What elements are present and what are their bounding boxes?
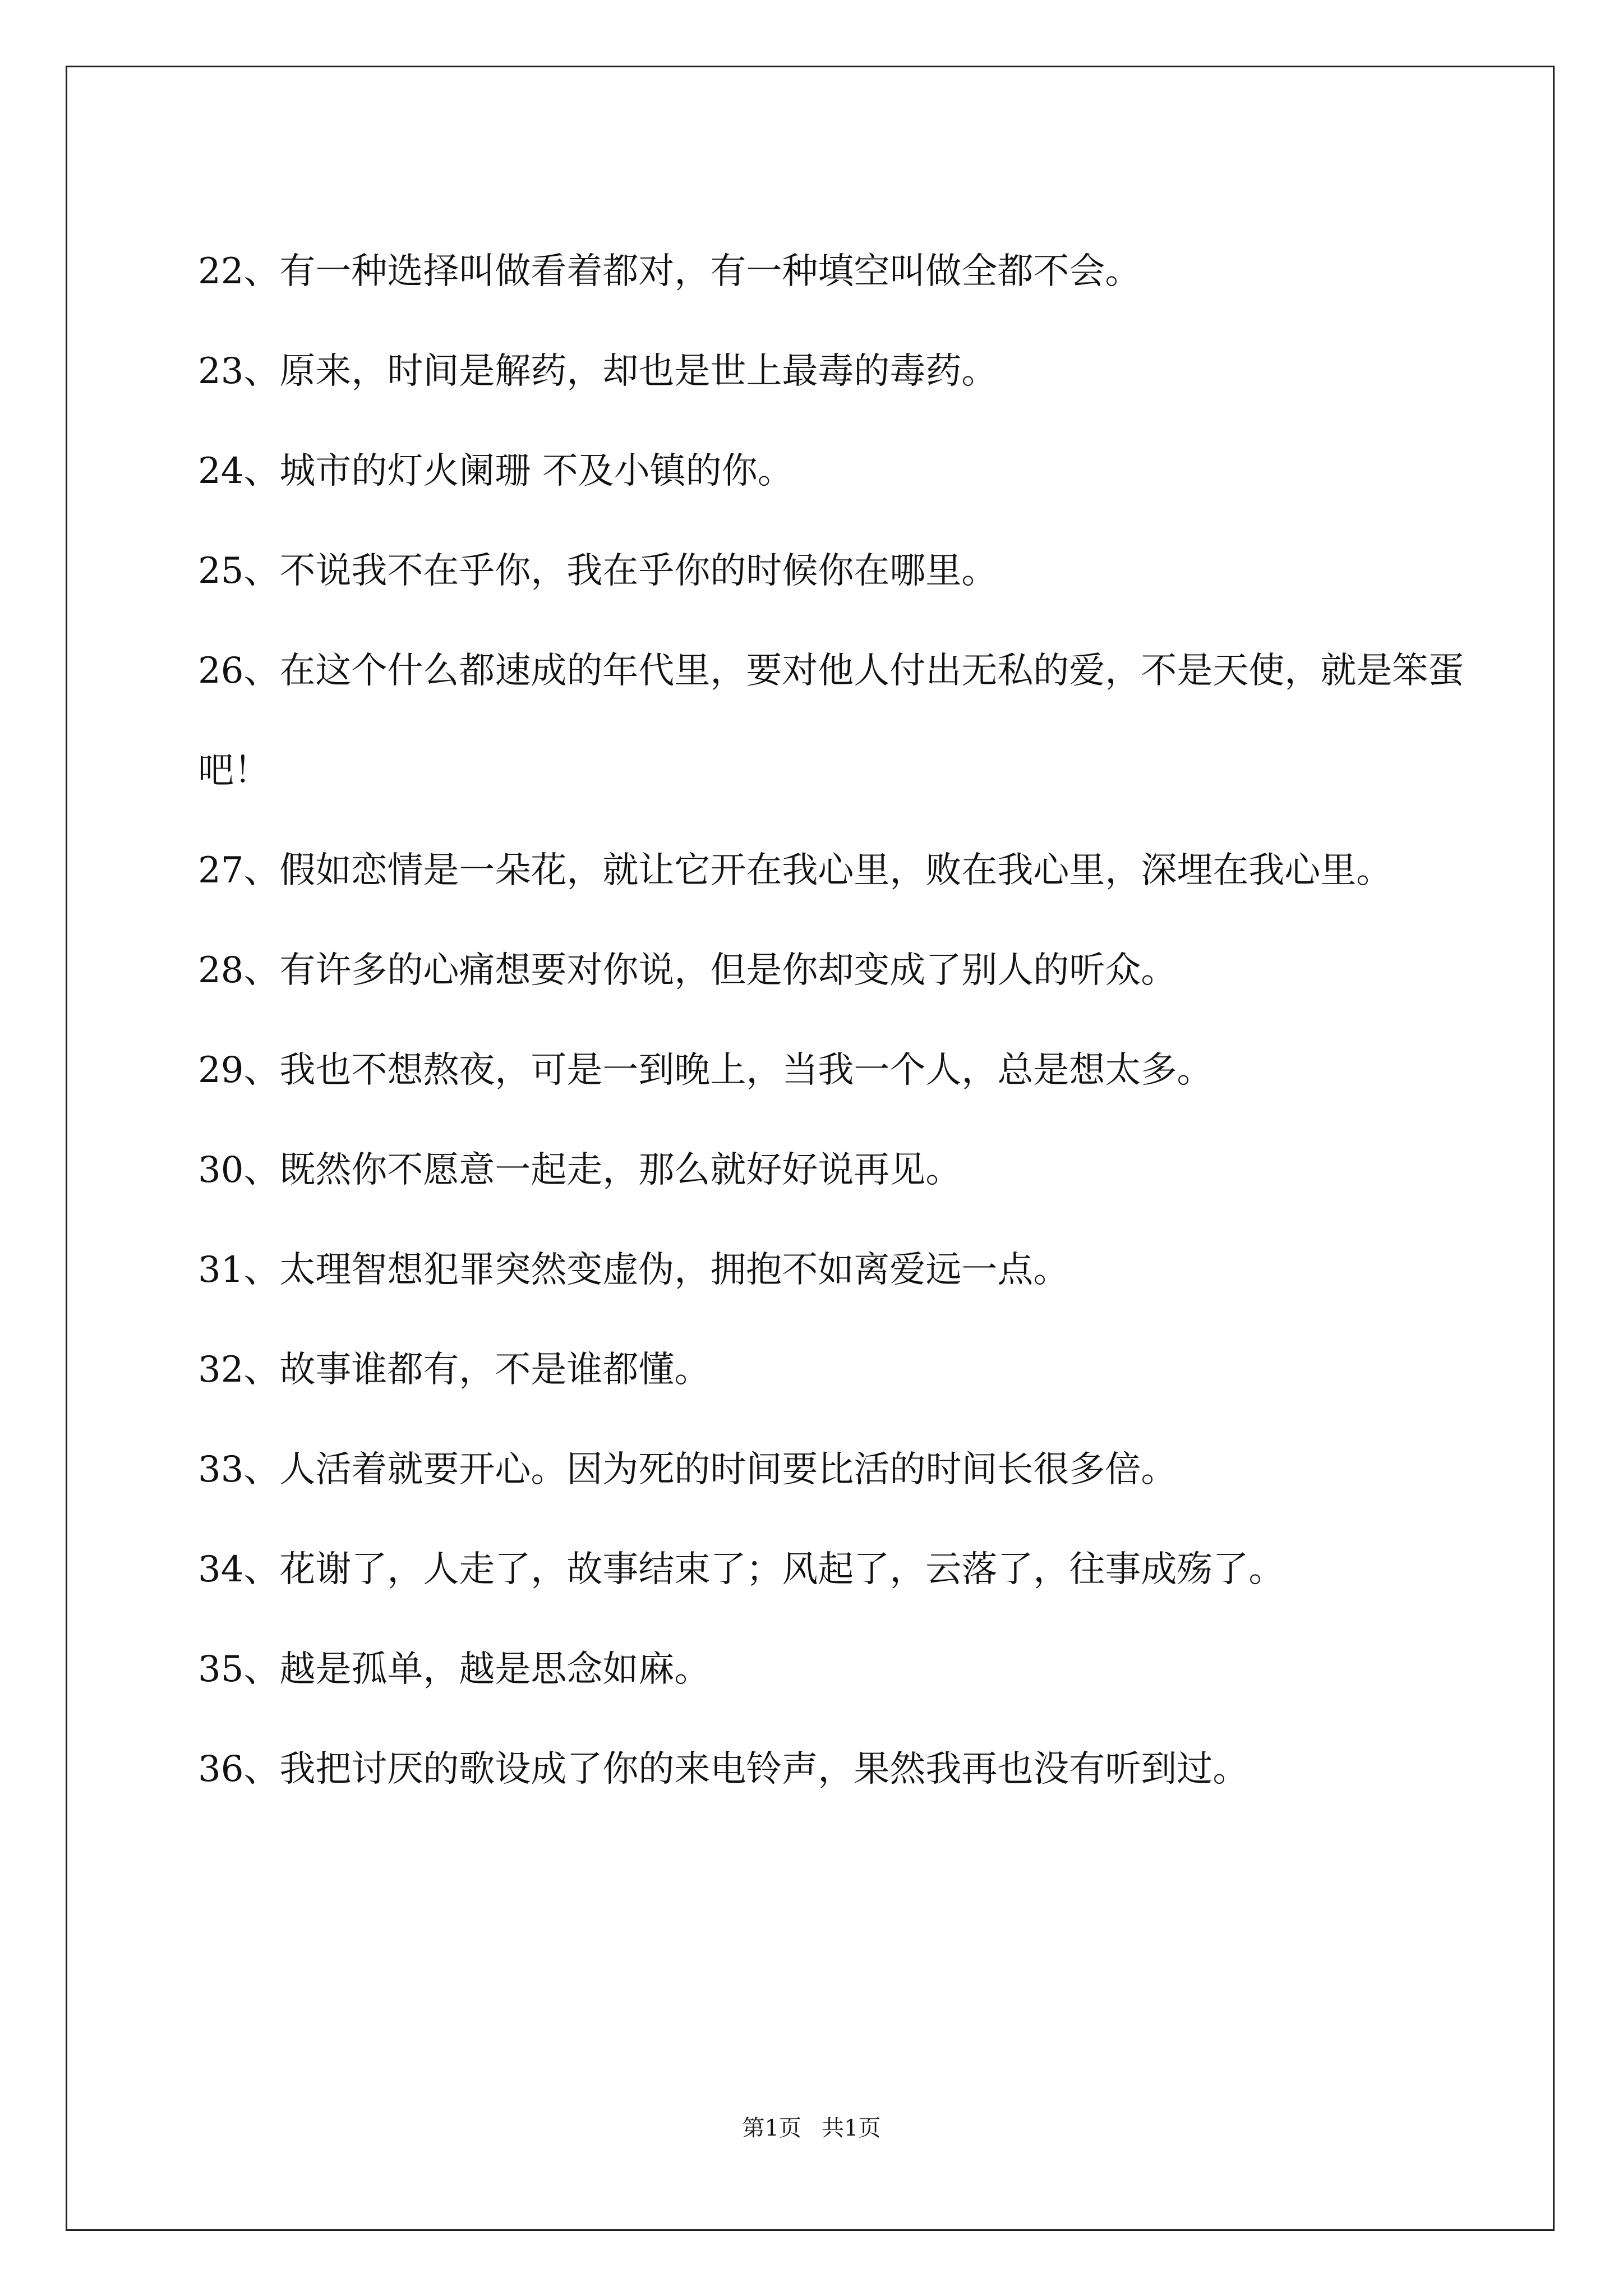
list-item: 36、我把讨厌的歌设成了你的来电铃声，果然我再也没有听到过。 [198,1749,1249,1790]
list-item: 33、人活着就要开心。因为死的时间要比活的时间长很多倍。 [198,1449,1177,1490]
list-item: 35、越是孤单，越是思念如麻。 [198,1649,711,1690]
list-item: 32、故事谁都有，不是谁都懂。 [198,1349,711,1391]
list-item: 26、在这个什么都速成的年代里，要对他人付出无私的爱，不是天使，就是笨蛋吧！ [198,650,1464,792]
list-item: 27、假如恋情是一朵花，就让它开在我心里，败在我心里，深埋在我心里。 [198,850,1393,891]
list-item: 28、有许多的心痛想要对你说，但是你却变成了别人的听众。 [198,950,1177,991]
list-item: 22、有一种选择叫做看着都对，有一种填空叫做全都不会。 [198,251,1141,292]
page-number-total: 共1页 [822,2115,881,2141]
page-number-current: 第1页 [742,2115,801,2141]
document-body [198,222,1471,1819]
list-item: 31、太理智想犯罪突然变虚伪，拥抱不如离爱远一点。 [198,1249,1069,1291]
list-item: 30、既然你不愿意一起走，那么就好好说再见。 [198,1149,962,1191]
list-item: 34、花谢了，人走了，故事结束了；风起了，云落了，往事成殇了。 [198,1549,1285,1590]
list-item: 24、城市的灯火阑珊 不及小镇的你。 [198,450,794,492]
list-item: 25、不说我不在乎你，我在乎你的时候你在哪里。 [198,550,998,592]
page-footer [0,2110,1623,2142]
list-item: 29、我也不想熬夜，可是一到晚上，当我一个人，总是想太多。 [198,1050,1213,1091]
list-item: 23、原来，时间是解药，却也是世上最毒的毒药。 [198,351,998,392]
